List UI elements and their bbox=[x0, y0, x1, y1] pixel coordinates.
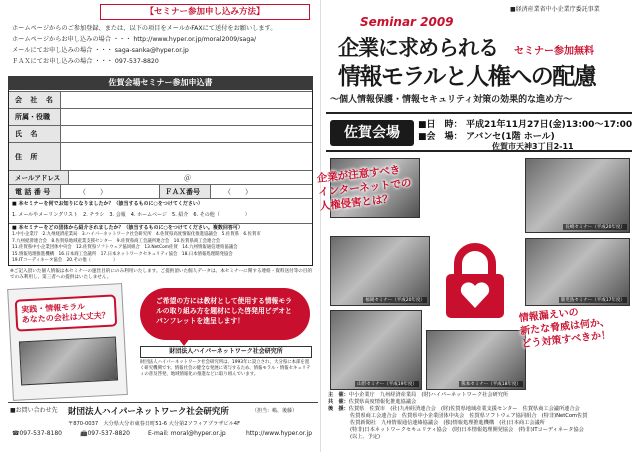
event-info bbox=[326, 112, 632, 152]
photo-caption: 福岡セミナー（平成20年度） bbox=[365, 298, 425, 303]
contact-email[interactable]: E-mail: moral@hyper.or.jp bbox=[148, 430, 226, 437]
form-row-question1 bbox=[9, 198, 312, 223]
video-offer-bubble: ご希望の方には教材として使用する情報モラルの取り組み方を題材にした啓発用ビデオとパンフレットを進呈します！ bbox=[140, 288, 310, 340]
bubble-tail bbox=[178, 338, 190, 346]
seminar-photo bbox=[525, 158, 630, 233]
form-row-email bbox=[9, 170, 312, 184]
seminar-photo bbox=[426, 330, 526, 390]
form-label-email: メールアドレス bbox=[15, 174, 61, 182]
seminar-photo bbox=[330, 310, 422, 390]
sponsor-row: 共 催：佐賀県高度情報化推進協議会 bbox=[328, 399, 417, 405]
form-label-fax: ＦＡＸ番号 bbox=[165, 188, 200, 196]
privacy-note: ※ご記入頂いた個人情報は本セミナーの運営目的にのみ利用いたします。ご提供頂いた個人データは、本セミナーに関する連絡・資料送付等の目的でのみ利用し、第三者への提供はいたしません。 bbox=[10, 269, 313, 280]
question2-line: 1.中小企業庁 2.九州経済産業局 3.ハイパーネットワーク社会研究所 4.佐賀県高度情報化推進協議会 5.佐賀県 6.佐賀市 bbox=[12, 232, 261, 237]
question-human-rights: 企業が注意すべき インターネットでの 人権侵害とは？ bbox=[316, 164, 413, 213]
form-row-question2 bbox=[9, 223, 312, 266]
form-row-name bbox=[9, 125, 312, 142]
contact-tel: ☎097-537-8180 bbox=[12, 430, 62, 437]
brochure-title: 実践・情報モラル あなたの会社は大丈夫？ bbox=[15, 294, 118, 331]
form-at-sign: ＠ bbox=[184, 174, 191, 182]
place-address: 佐賀市天神3丁目2-11 bbox=[492, 142, 574, 151]
subtitle: 〜個人情報保護・情報セキュリティ対策の効果的な進め方〜 bbox=[330, 95, 573, 105]
contact-block bbox=[8, 402, 318, 446]
instruction-email: メールにてお申し込みの場合 ・・・ saga-sanka@hyper.or.jp bbox=[12, 47, 189, 54]
sponsor-row: 後 援：佐賀県 佐賀市 (社)九州経済連合会 (財)佐賀県地域産業支援センター 佐賀県商工会議所連合会 bbox=[328, 406, 580, 412]
seminar-year: Seminar 2009 bbox=[360, 15, 454, 29]
question2-line: 15.情報処理推進機構 16.日本商工会議所 17.日本ネットワークセキュリティ協会 18.日本情報処理開発協会 bbox=[12, 251, 233, 257]
photo-caption: 熊本セミナー（平成18年度） bbox=[461, 382, 521, 387]
form-title: 佐賀会場セミナー参加申込書 bbox=[8, 76, 313, 90]
place-value: アバンセ(1階 ホール) bbox=[466, 132, 555, 142]
institute-label: 財団法人ハイパーネットワーク社会研究所 bbox=[140, 346, 312, 358]
phone-parens: （ ） bbox=[79, 188, 107, 196]
form-row-phone bbox=[9, 184, 312, 198]
venue-name: 佐賀会場 bbox=[330, 120, 414, 146]
sponsor-ministry: ■経済産業省中小企業庁委託事業 bbox=[510, 6, 600, 13]
question2-line: 7.九州経済連合会 8.佐賀県地域産業支援センター 9.佐賀県商工会議所連合会 10.佐賀県商工会連合会 bbox=[12, 238, 221, 244]
question2-line: 11.佐賀県中小企業団体中央会 12.佐賀県ソフトウェア協同組合 13.NetCom佐賀 14.九州情報通信連絡協議会 bbox=[12, 245, 238, 250]
contact-fax: 📠097-537-8820 bbox=[80, 430, 130, 437]
instruction-fax: ＦＡＸにてお申し込みの場合 ・・・ 097-537-8820 bbox=[12, 58, 159, 65]
contact-url[interactable]: http://www.hyper.or.jp bbox=[246, 430, 313, 437]
padlock-heart-icon bbox=[432, 236, 518, 322]
form-label-department: 所属・役職 bbox=[15, 113, 50, 121]
seminar-photo bbox=[330, 236, 430, 306]
title-line2: 情報モラルと人権への配慮 bbox=[338, 64, 596, 90]
instruction-line: ホームページからのご参加登録、または、以下の項目をメールかFAXにて送付をお願いします。 bbox=[12, 25, 277, 32]
free-badge: セミナー参加無料 bbox=[514, 46, 594, 57]
photo-caption: 長崎セミナー（平成20年度） bbox=[565, 225, 625, 230]
form-row-company bbox=[9, 91, 312, 108]
application-method-header: 【セミナー参加申し込み方法】 bbox=[100, 4, 310, 20]
date-label: ■日 時： bbox=[418, 120, 463, 130]
form-row-address bbox=[9, 142, 312, 170]
place-label: ■会 場： bbox=[418, 132, 463, 142]
contact-address: 〒870-0037 大分県大分市東春日町51-6 大分第2ソフィアプラザビル4F bbox=[68, 421, 241, 427]
title-line1: 企業に求められる bbox=[338, 36, 498, 60]
seminar-photo bbox=[525, 238, 630, 306]
instruction-web: ホームページからお申し込みの場合 ・・・ http://www.hyper.or.jp/moral2009/saga/ bbox=[12, 36, 257, 43]
brochure-photo bbox=[19, 336, 118, 385]
question2-text: ■ 本セミナーをどの団体から紹介されましたか？（該当するものに○をつけてください。複数回答可） bbox=[12, 225, 243, 231]
contact-org: 財団法人ハイパーネットワーク社会研究所 bbox=[68, 407, 229, 417]
brochure-image bbox=[7, 283, 128, 401]
contact-person: （担当：嶋、後藤） bbox=[252, 408, 298, 414]
question1-options: 1. メールやメーリングリスト 2. チラシ 3. 会報 4. ホームページ 5. 紹介 6. その他（ ） bbox=[12, 212, 250, 218]
form-label-phone: 電 話 番 号 bbox=[15, 188, 51, 196]
sponsor-row: 主 催：中小企業庁 九州経済産業局 (財)ハイパーネットワーク社会研究所 bbox=[328, 392, 509, 398]
center-fold bbox=[320, 0, 321, 452]
photo-caption: 山形セミナー（平成19年度） bbox=[357, 382, 417, 387]
date-value: 平成21年11月27日(金)13:00〜17:00 bbox=[466, 120, 633, 130]
form-row-department bbox=[9, 108, 312, 125]
sponsor-row: (特非)日本ネットワークセキュリティ協会 (財)日本情報処理開発協会 (特非)ITコーディネータ協会 bbox=[350, 427, 584, 433]
photo-caption: 鹿児島セミナー（平成17年度） bbox=[560, 298, 625, 303]
question1-text: ■ 本セミナーを何でお知りになりましたか？（該当するものに○をつけてください） bbox=[12, 201, 203, 207]
institute-description: 財団法人ハイパーネットワーク社会研究所は、1993年に設立され、大分県に本部を置く研究機関です。情報社会の健全な発展に寄与するため、情報モラル・情報セキュリティの普及啓発、地域情報化の推進などに取り組んでいます。 bbox=[140, 360, 311, 377]
form-label-name: 氏 名 bbox=[15, 130, 41, 138]
application-form bbox=[8, 76, 313, 266]
form-label-company: 会 社 名 bbox=[15, 96, 56, 104]
sponsor-row: 佐賀新聞社 九州情報通信連絡協議会 (独)情報処理推進機構 (社)日本商工会議所 bbox=[350, 420, 545, 426]
sponsor-list bbox=[328, 392, 638, 441]
question2-line: 19.ITコーディネータ協会 20.その他（ ） bbox=[12, 258, 118, 263]
question-data-leak: 情報漏えいの 新たな脅威は何か、 どう対策すべきか！ bbox=[518, 307, 612, 351]
sponsor-row: 佐賀県商工会連合会 佐賀県中小企業団体中央会 佐賀県ソフトウェア協同組合 (特非)NetCom佐賀 bbox=[350, 413, 588, 419]
form-label-address: 住 所 bbox=[15, 153, 41, 161]
sponsor-row: (以上、予定) bbox=[350, 434, 380, 440]
contact-label: ■お問い合わせ先 bbox=[10, 407, 58, 414]
fax-parens: （ ） bbox=[224, 188, 252, 196]
